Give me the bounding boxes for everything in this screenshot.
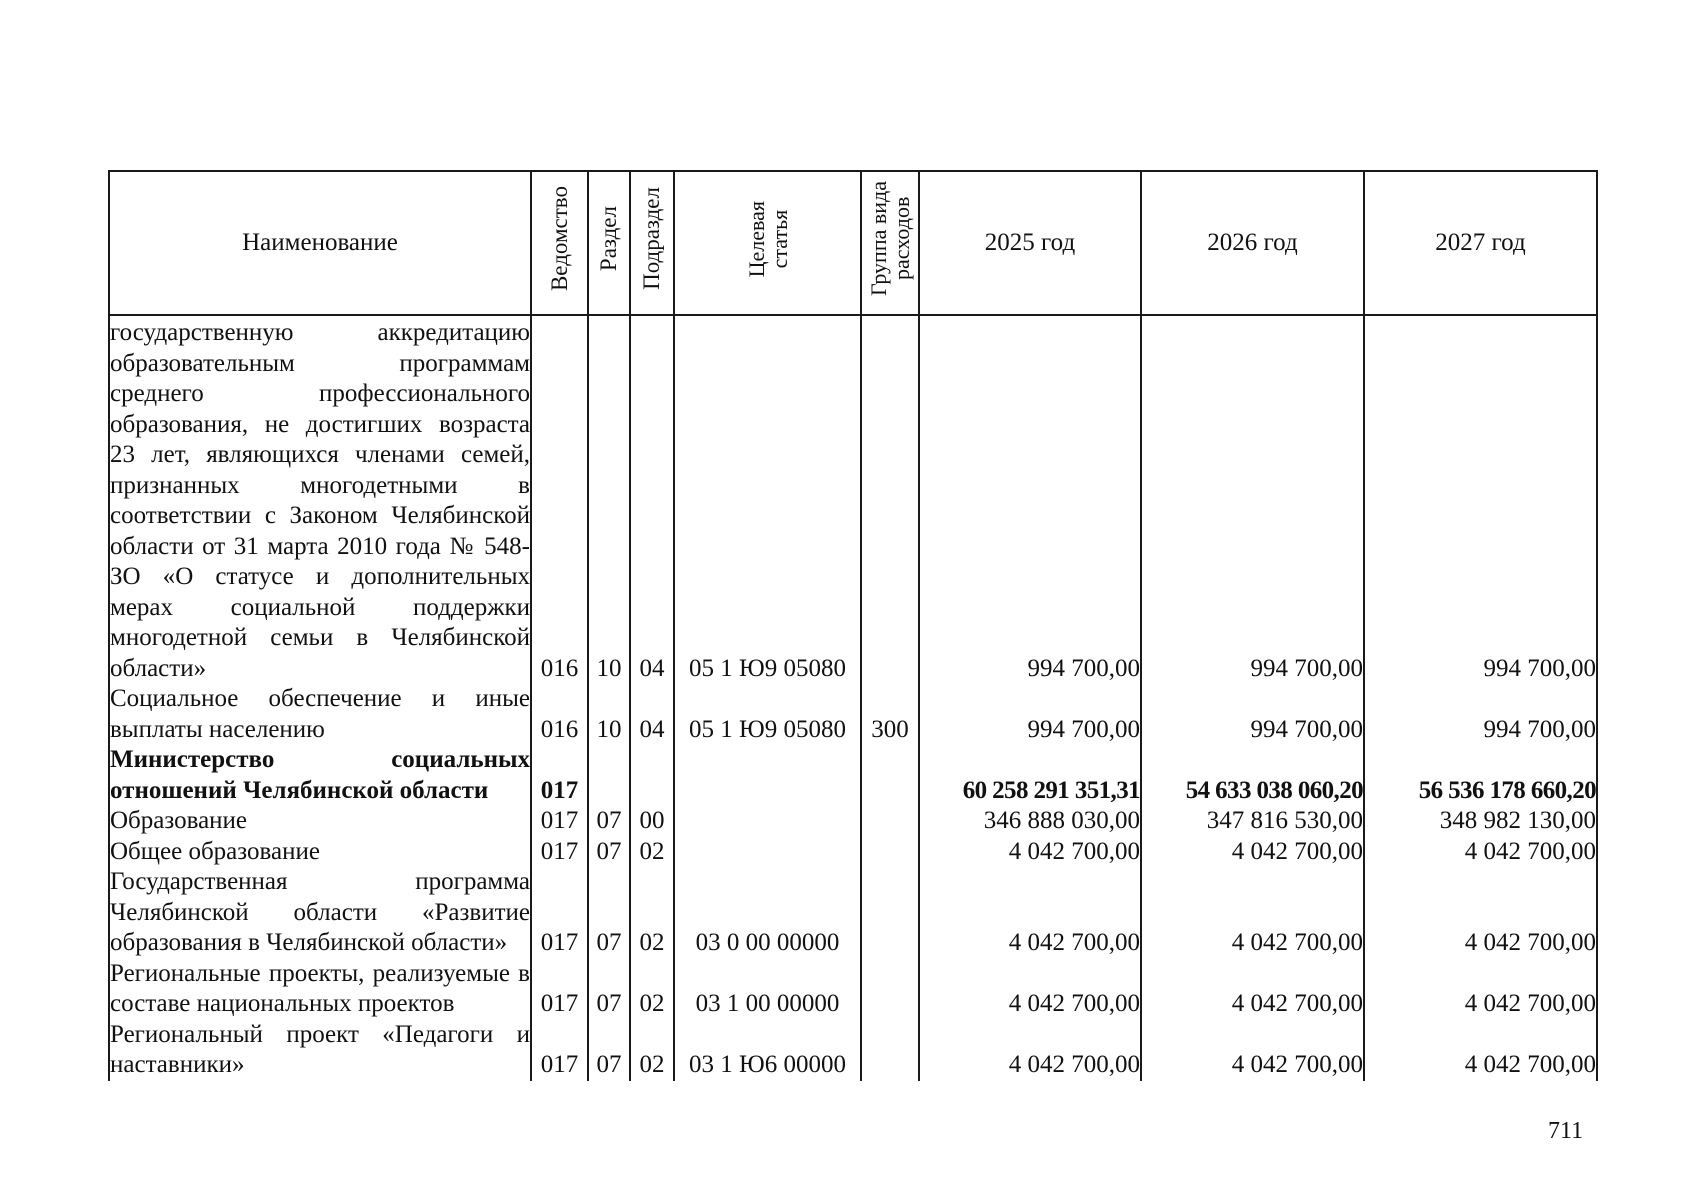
- row-dept: 017: [531, 959, 588, 1020]
- row-2027: 348 982 130,00: [1364, 806, 1597, 837]
- row-section: 07: [588, 867, 630, 959]
- row-subsection: 02: [630, 1020, 674, 1081]
- row-dept: 017: [531, 837, 588, 868]
- row-target: 05 1 Ю9 05080: [674, 684, 861, 745]
- row-2026: 994 700,00: [1141, 684, 1364, 745]
- row-target: [674, 745, 861, 806]
- budget-table: [108, 170, 1598, 1081]
- row-2027: 4 042 700,00: [1364, 1020, 1597, 1081]
- table-row: [109, 806, 1597, 837]
- row-name: Региональные проекты, реализуемые в составе национальных проектов: [109, 959, 531, 1020]
- row-2026: 994 700,00: [1141, 315, 1364, 684]
- table-row: [109, 1020, 1597, 1081]
- row-name: Министерство социальных отношений Челябинской области: [109, 745, 531, 806]
- row-dept: 017: [531, 745, 588, 806]
- row-section: 10: [588, 315, 630, 684]
- table-row: [109, 837, 1597, 868]
- row-group: [861, 315, 919, 684]
- header-section: Раздел: [588, 171, 630, 315]
- table-row: [109, 867, 1597, 959]
- row-2026: 347 816 530,00: [1141, 806, 1364, 837]
- table-row: [109, 684, 1597, 745]
- row-subsection: 02: [630, 867, 674, 959]
- header-2027: 2027 год: [1364, 171, 1597, 315]
- row-name: Социальное обеспечение и иные выплаты населению: [109, 684, 531, 745]
- row-section: 07: [588, 806, 630, 837]
- row-2026: 4 042 700,00: [1141, 959, 1364, 1020]
- row-name: Региональный проект «Педагоги и наставники»: [109, 1020, 531, 1081]
- row-name: Общее образование: [109, 837, 531, 868]
- row-2027: 4 042 700,00: [1364, 837, 1597, 868]
- row-2026: 4 042 700,00: [1141, 867, 1364, 959]
- row-group: [861, 745, 919, 806]
- row-name: государственную аккредитацию образовательным программам среднего профессионального образования, не достигших возраста 23 лет, являющихся членами семей, признанных многодетными в соответствии с Законом Челябинской области от 31 марта 2010 года № 548-ЗО «О статусе и дополнительных мерах социальной поддержки многодетной семьи в Челябинской области»: [109, 315, 531, 684]
- row-2025: 994 700,00: [919, 315, 1141, 684]
- header-target: Целевая статья: [674, 171, 861, 315]
- row-group: 300: [861, 684, 919, 745]
- row-subsection: 04: [630, 684, 674, 745]
- row-2027: 4 042 700,00: [1364, 959, 1597, 1020]
- row-group: [861, 1020, 919, 1081]
- row-target: 03 0 00 00000: [674, 867, 861, 959]
- row-subsection: 02: [630, 837, 674, 868]
- header-name: Наименование: [109, 171, 531, 315]
- row-section: 10: [588, 684, 630, 745]
- row-dept: 016: [531, 315, 588, 684]
- row-2025: 4 042 700,00: [919, 837, 1141, 868]
- row-name: Образование: [109, 806, 531, 837]
- row-target: 03 1 00 00000: [674, 959, 861, 1020]
- row-section: 07: [588, 837, 630, 868]
- table-row: [109, 745, 1597, 806]
- row-2025: 4 042 700,00: [919, 867, 1141, 959]
- row-2027: 994 700,00: [1364, 684, 1597, 745]
- row-group: [861, 959, 919, 1020]
- row-2027: 4 042 700,00: [1364, 867, 1597, 959]
- row-group: [861, 837, 919, 868]
- row-2025: 346 888 030,00: [919, 806, 1141, 837]
- header-group: Группа вида расходов: [861, 171, 919, 315]
- row-section: 07: [588, 959, 630, 1020]
- row-subsection: 04: [630, 315, 674, 684]
- row-name: Государственная программа Челябинской области «Развитие образования в Челябинской области»: [109, 867, 531, 959]
- row-section: [588, 745, 630, 806]
- row-group: [861, 867, 919, 959]
- table-row: [109, 315, 1597, 684]
- table-header-row: [109, 171, 1597, 315]
- header-2025: 2025 год: [919, 171, 1141, 315]
- row-target: 03 1 Ю6 00000: [674, 1020, 861, 1081]
- table-row: [109, 959, 1597, 1020]
- row-dept: 017: [531, 806, 588, 837]
- row-section: 07: [588, 1020, 630, 1081]
- row-2025: 60 258 291 351,31: [919, 745, 1141, 806]
- header-dept: Ведомство: [531, 171, 588, 315]
- row-2027: 56 536 178 660,20: [1364, 745, 1597, 806]
- row-subsection: 02: [630, 959, 674, 1020]
- row-2027: 994 700,00: [1364, 315, 1597, 684]
- header-2026: 2026 год: [1141, 171, 1364, 315]
- row-dept: 017: [531, 1020, 588, 1081]
- row-2026: 4 042 700,00: [1141, 837, 1364, 868]
- row-2026: 54 633 038 060,20: [1141, 745, 1364, 806]
- page-number: 711: [1548, 1118, 1584, 1144]
- row-2025: 4 042 700,00: [919, 1020, 1141, 1081]
- row-subsection: 00: [630, 806, 674, 837]
- row-2026: 4 042 700,00: [1141, 1020, 1364, 1081]
- row-dept: 016: [531, 684, 588, 745]
- row-subsection: [630, 745, 674, 806]
- row-target: 05 1 Ю9 05080: [674, 315, 861, 684]
- row-target: [674, 806, 861, 837]
- row-2025: 4 042 700,00: [919, 959, 1141, 1020]
- row-dept: 017: [531, 867, 588, 959]
- row-target: [674, 837, 861, 868]
- header-subsection: Подраздел: [630, 171, 674, 315]
- row-group: [861, 806, 919, 837]
- row-2025: 994 700,00: [919, 684, 1141, 745]
